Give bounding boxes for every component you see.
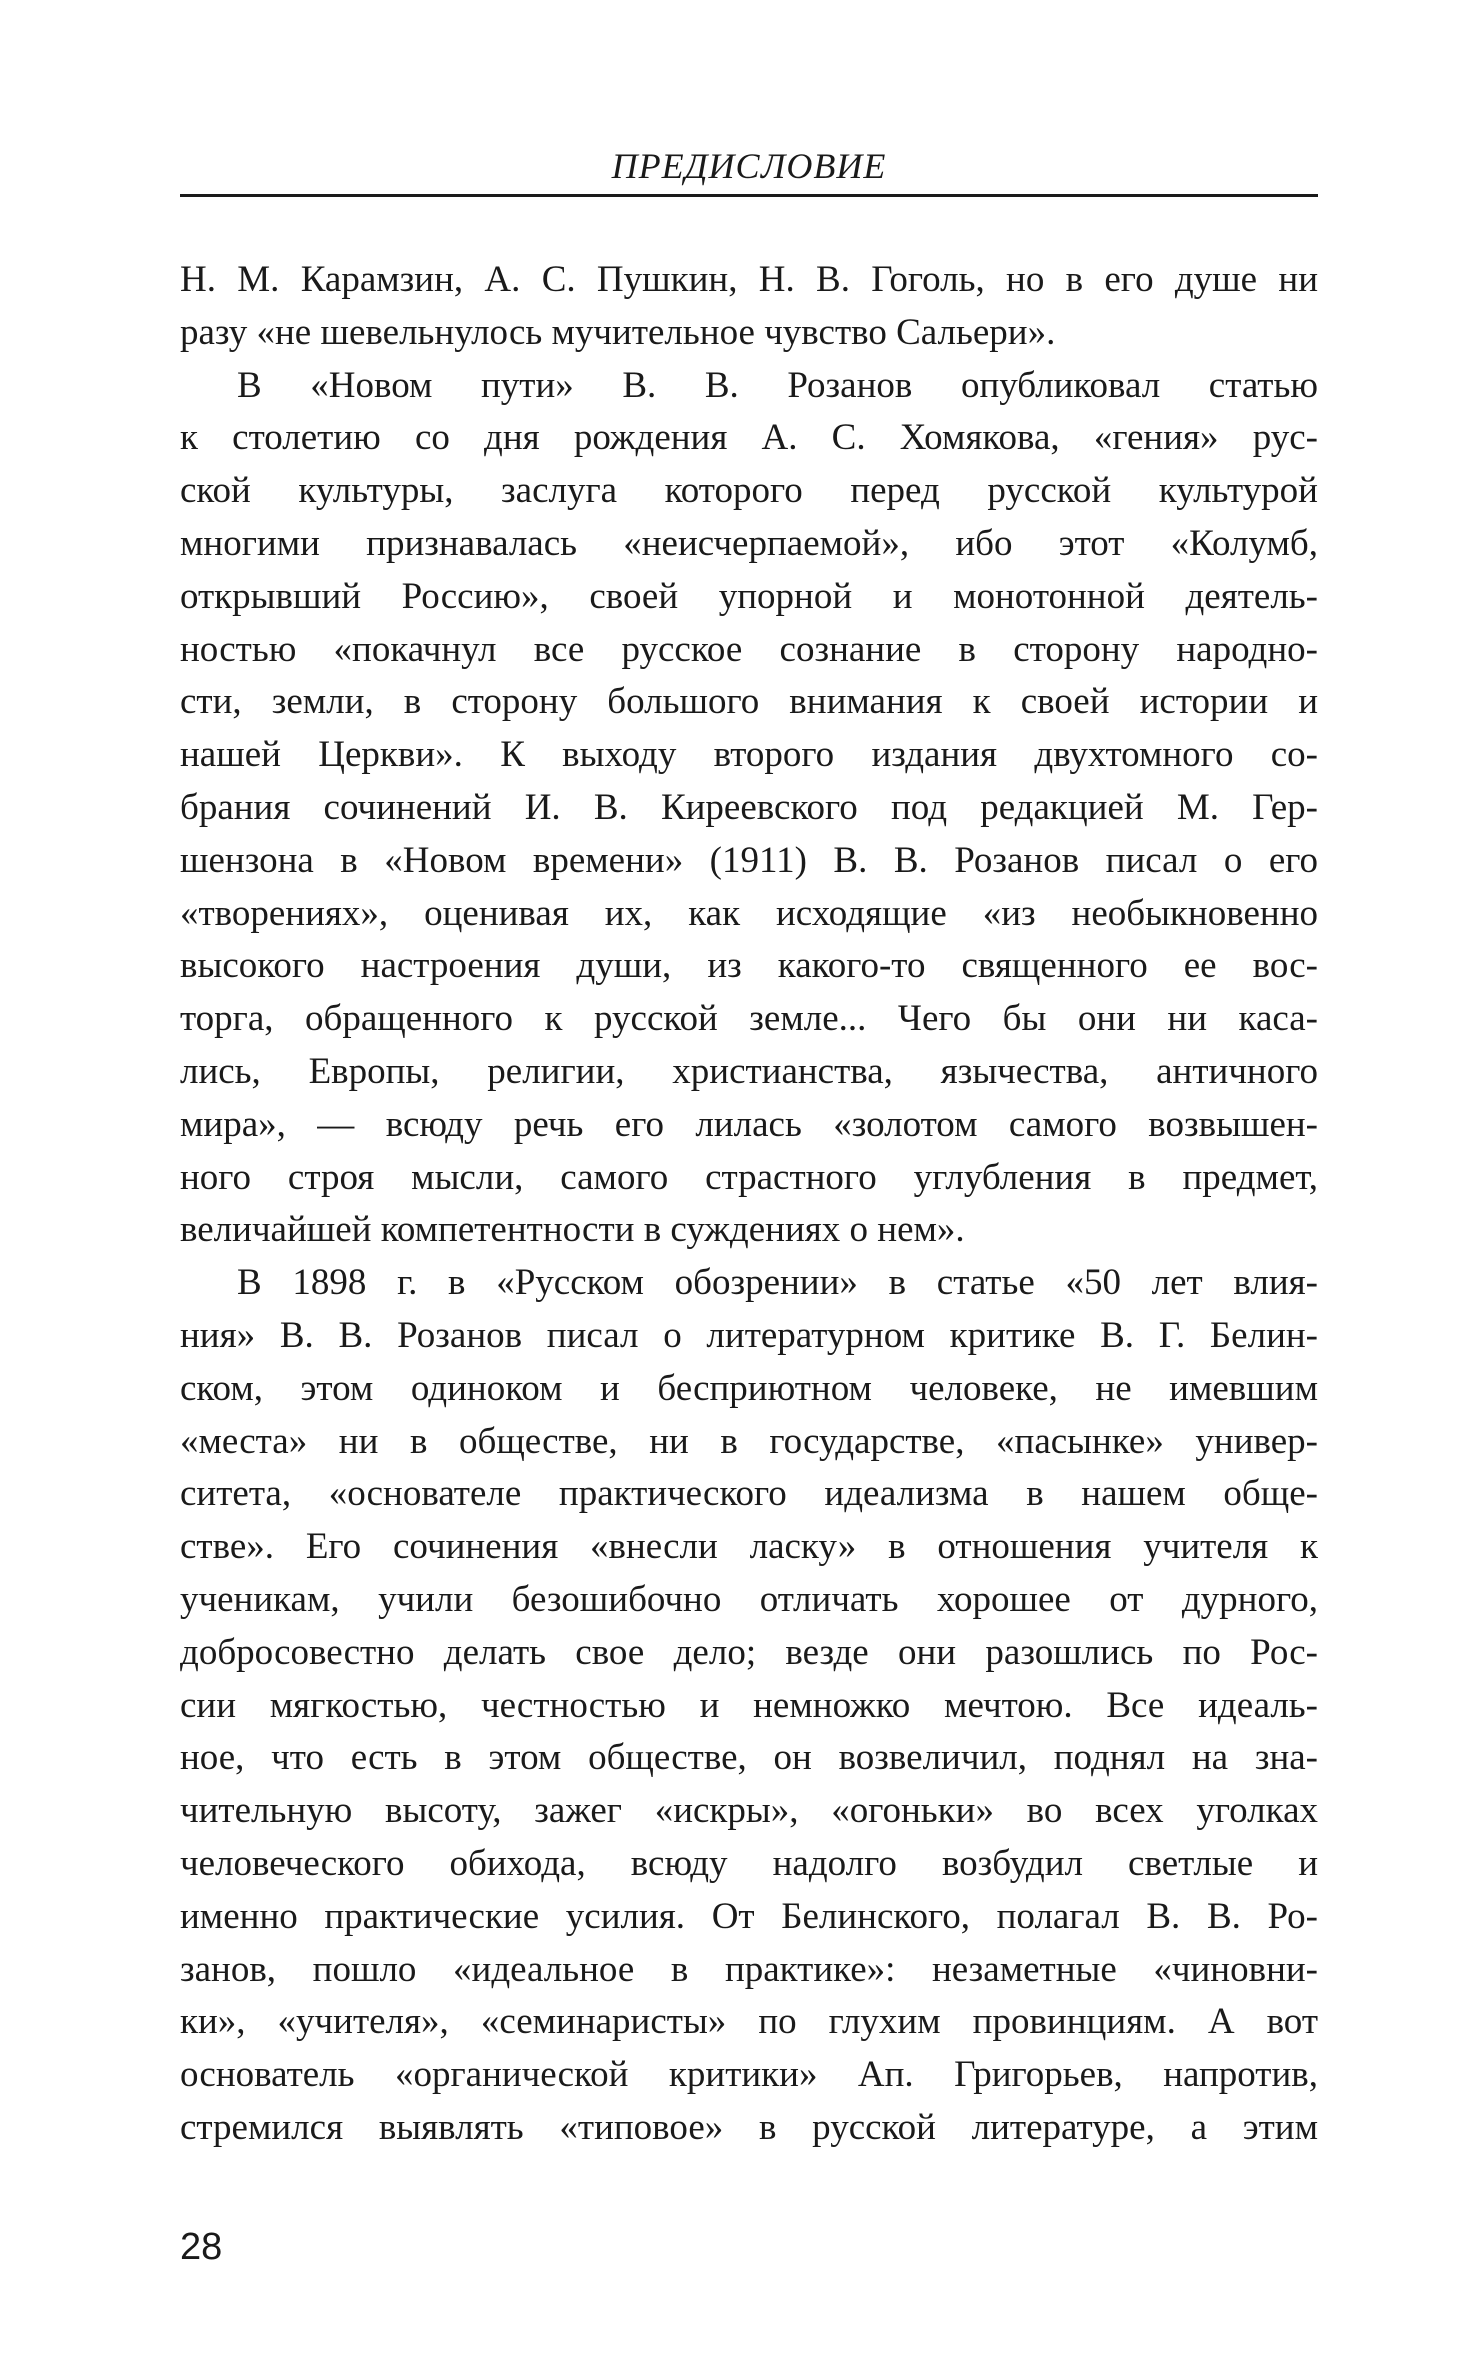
text-line: торга, обращенного к русской земле... Чего бы они ни каса- [180,998,1318,1040]
text-line: занов, пошло «идеальное в практике»: незаметные «чиновни- [180,1948,1318,1990]
text-line: мира», — всюду речь его лилась «золотом самого возвышен- [180,1103,1318,1145]
text-line: добросовестно делать свое дело; везде они разошлись по Рос- [180,1631,1318,1673]
text-line: «творениях», оценивая их, как исходящие «из необыкновенно [180,892,1318,934]
text-line: ки», «учителя», «семинаристы» по глухим провинциям. А вот [180,2001,1318,2043]
text-line: к столетию со дня рождения А. С. Хомякова, «гения» рус- [180,417,1318,459]
text-line: разу «не шевельнулось мучительное чувство Сальери». [180,311,1056,353]
text-line: стремился выявлять «типовое» в русской литературе, а этим [180,2106,1318,2148]
text-line: лись, Европы, религии, христианства, язычества, античного [180,1050,1318,1092]
header-rule [180,194,1318,197]
running-header: ПРЕДИСЛОВИЕ [611,146,887,186]
text-line: именно практические усилия. От Белинского, полагал В. В. Ро- [180,1895,1318,1937]
text-line: В «Новом пути» В. В. Розанов опубликовал статью [237,364,1318,406]
text-line: ния» В. В. Розанов писал о литературном критике В. Г. Белин- [180,1314,1318,1356]
text-line: ное, что есть в этом обществе, он возвеличил, поднял на зна- [180,1737,1318,1779]
text-line: сии мягкостью, честностью и немножко мечтою. Все идеаль- [180,1684,1318,1726]
text-line: брания сочинений И. В. Киреевского под редакцией М. Гер- [180,786,1318,828]
text-line: ученикам, учили безошибочно отличать хорошее от дурного, [180,1578,1318,1620]
text-line: шензона в «Новом времени» (1911) В. В. Розанов писал о его [180,839,1318,881]
text-line: «места» ни в обществе, ни в государстве, «пасынке» универ- [180,1420,1318,1462]
text-line: высокого настроения души, из какого-то священного ее вос- [180,945,1318,987]
text-line: ситета, «основателе практического идеализма в нашем обще- [180,1473,1318,1515]
text-line: ного строя мысли, самого страстного углубления в предмет, [180,1156,1318,1198]
text-line: ской культуры, заслуга которого перед русской культурой [180,470,1318,512]
text-line: основатель «органической критики» Ап. Григорьев, напротив, [180,2054,1318,2096]
text-line: нашей Церкви». К выходу второго издания двухтомного со- [180,734,1318,776]
text-line: Н. М. Карамзин, А. С. Пушкин, Н. В. Гоголь, но в его душе ни [180,259,1318,300]
text-line: В 1898 г. в «Русском обозрении» в статье «50 лет влия- [237,1262,1318,1304]
text-line: открывший Россию», своей упорной и монотонной деятель- [180,575,1318,617]
page-number: 28 [180,2226,223,2268]
text-line: чительную высоту, зажег «искры», «огоньки» во всех уголках [180,1790,1318,1832]
text-line: сти, земли, в сторону большого внимания к своей истории и [180,681,1318,723]
text-line: величайшей компетентности в суждениях о нем». [180,1209,965,1251]
text-line: многими признавалась «неисчерпаемой», ибо этот «Колумб, [180,522,1318,564]
text-line: стве». Его сочинения «внесли ласку» в отношения учителя к [180,1526,1318,1568]
text-line: человеческого обихода, всюду надолго возбудил светлые и [180,1842,1318,1884]
body-text [180,254,1318,2155]
text-line: ском, этом одиноком и бесприютном человеке, не имевшим [180,1367,1318,1409]
text-line: ностью «покачнул все русское сознание в сторону народно- [180,628,1318,670]
